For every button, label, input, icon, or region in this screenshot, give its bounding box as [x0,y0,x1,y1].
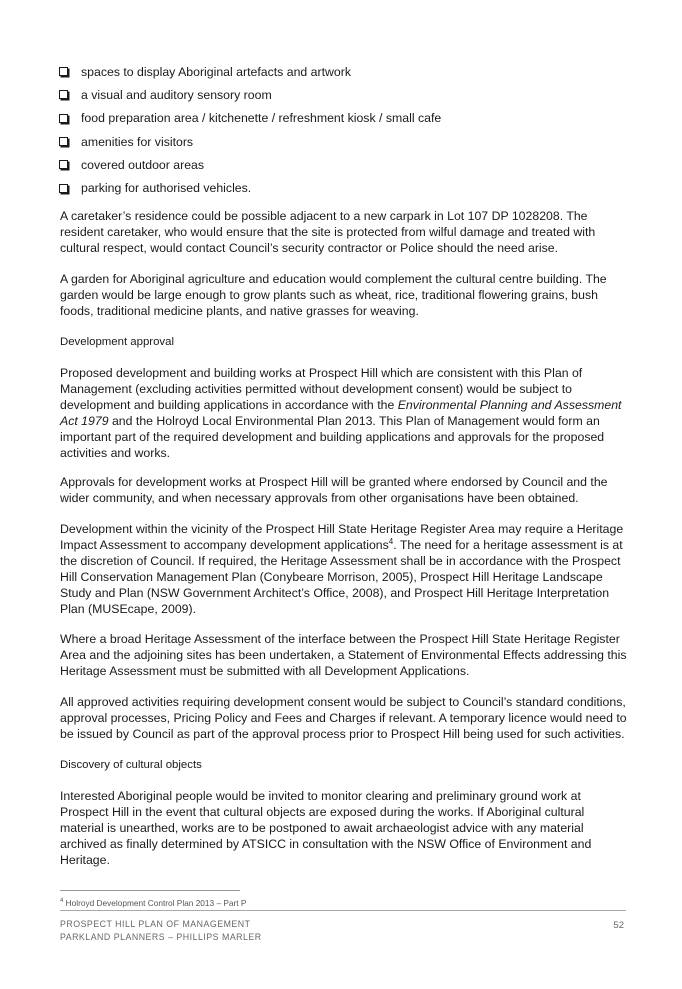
list-item [59,130,441,153]
heritage-vicinity-paragraph [60,521,630,618]
list-item-text: parking for authorised vehicles. [81,181,252,196]
list-item [59,107,441,130]
checkbox-bullet-icon [59,90,68,99]
cultural-objects-paragraph: Interested Aboriginal people would be invited to monitor clearing and preliminary ground work at Prospect Hill in the event that cultural objects are exposed during the works. If Aboriginal cultural material is unearthed, works are to be postponed to await archaeologist advice with any material archived as finally determined by ATSICC in consultation with the NSW Office of Environment and Heritage. [60,789,592,868]
garden-paragraph: A garden for Aboriginal agriculture and education would complement the cultural centre building. The garden would be large enough to grow plants such as wheat, rice, traditional flowering grains, bush foods, traditional medicine plants, and native grasses for weaving. [60,272,607,319]
footer-document-title: PROSPECT HILL PLAN OF MANAGEMENT [60,919,251,929]
footer-divider [60,910,626,911]
paragraph-text: and the Holroyd Local Environmental Plan 2013. This Plan of Management would form an important part of the required development and building applications and approvals for the proposed activities and works. [60,414,605,461]
footnote-number: 4 [60,898,64,905]
paragraph-text: Development within the vicinity of the Prospect Hill State Heritage Register Area may require a Heritage Impact Assessment to accompany development applications [60,522,624,553]
footnote-divider [60,890,240,891]
discovery-heading: Discovery of cultural objects [60,759,202,771]
checkbox-bullet-icon [59,137,68,146]
list-item [59,176,441,199]
checkbox-bullet-icon [59,160,68,169]
list-item-text: food preparation area / kitchenette / refreshment kiosk / small cafe [81,111,442,126]
list-item-text: spaces to display Aboriginal artefacts and artwork [81,64,351,79]
checkbox-bullet-icon [59,114,68,123]
caretaker-paragraph: A caretaker’s residence could be possible adjacent to a new carpark in Lot 107 DP 1028208. The resident caretaker, who would ensure that the site is protected from wilful damage and treated with cultural respect, would contact Council’s security contractor or Police should the need arise. [60,209,596,256]
paragraph-text: . The need for a heritage assessment is at the discretion of Council. If required, the Heritage Assessment shall be in accordance with the Prospect Hill Conservation Management Plan (Conybeare Morrison, 2005), Prospect Hill Heritage Landscape Study and Plan (NSW Government Architect’s Office, 2008), and Prospect Hill Heritage Interpretation Plan (MUSEcape, 2009). [60,538,623,617]
development-approval-heading: Development approval [60,336,174,348]
approved-activities-paragraph: All approved activities requiring development consent would be subject to Council’s standard conditions, approval processes, Pricing Policy and Fees and Charges if relevant. A temporary licence would need to be issued by Council as part of the approval process prior to Prospect Hill being used for such activities. [60,695,627,742]
footer-authors: PARKLAND PLANNERS – PHILLIPS MARLER [60,932,262,942]
proposed-development-paragraph [60,365,630,462]
list-item-text: covered outdoor areas [81,157,205,172]
checkbox-bullet-icon [59,67,68,76]
footnote-text: Holroyd Development Control Plan 2013 – Part P [63,898,247,908]
list-item-text: amenities for visitors [81,134,194,149]
heritage-assessment-paragraph: Where a broad Heritage Assessment of the interface between the Prospect Hill State Heritage Register Area and the adjoining sites has been undertaken, a Statement of Environmental Effects addressing this Heritage Assessment must be submitted with all Development Applications. [60,632,627,679]
approvals-paragraph: Approvals for development works at Prospect Hill will be granted where endorsed by Council and the wider community, and when necessary approvals from other organisations have been obtained. [60,475,608,506]
list-item-text: a visual and auditory sensory room [81,87,272,102]
checkbox-bullet-icon [59,184,68,193]
list-item [59,83,441,106]
act-title: Environmental Planning and Assessment Act 1979 [60,398,622,429]
list-item [59,60,441,83]
footnote [60,898,246,908]
paragraph-text: Proposed development and building works at Prospect Hill which are consistent with this Plan of Management (excluding activities permitted without development consent) would be subject to development and building applications in accordance with the [60,366,583,413]
page-number: 52 [613,920,624,931]
facility-checklist [59,60,441,200]
footnote-reference: 4 [388,537,394,546]
list-item [59,153,441,176]
